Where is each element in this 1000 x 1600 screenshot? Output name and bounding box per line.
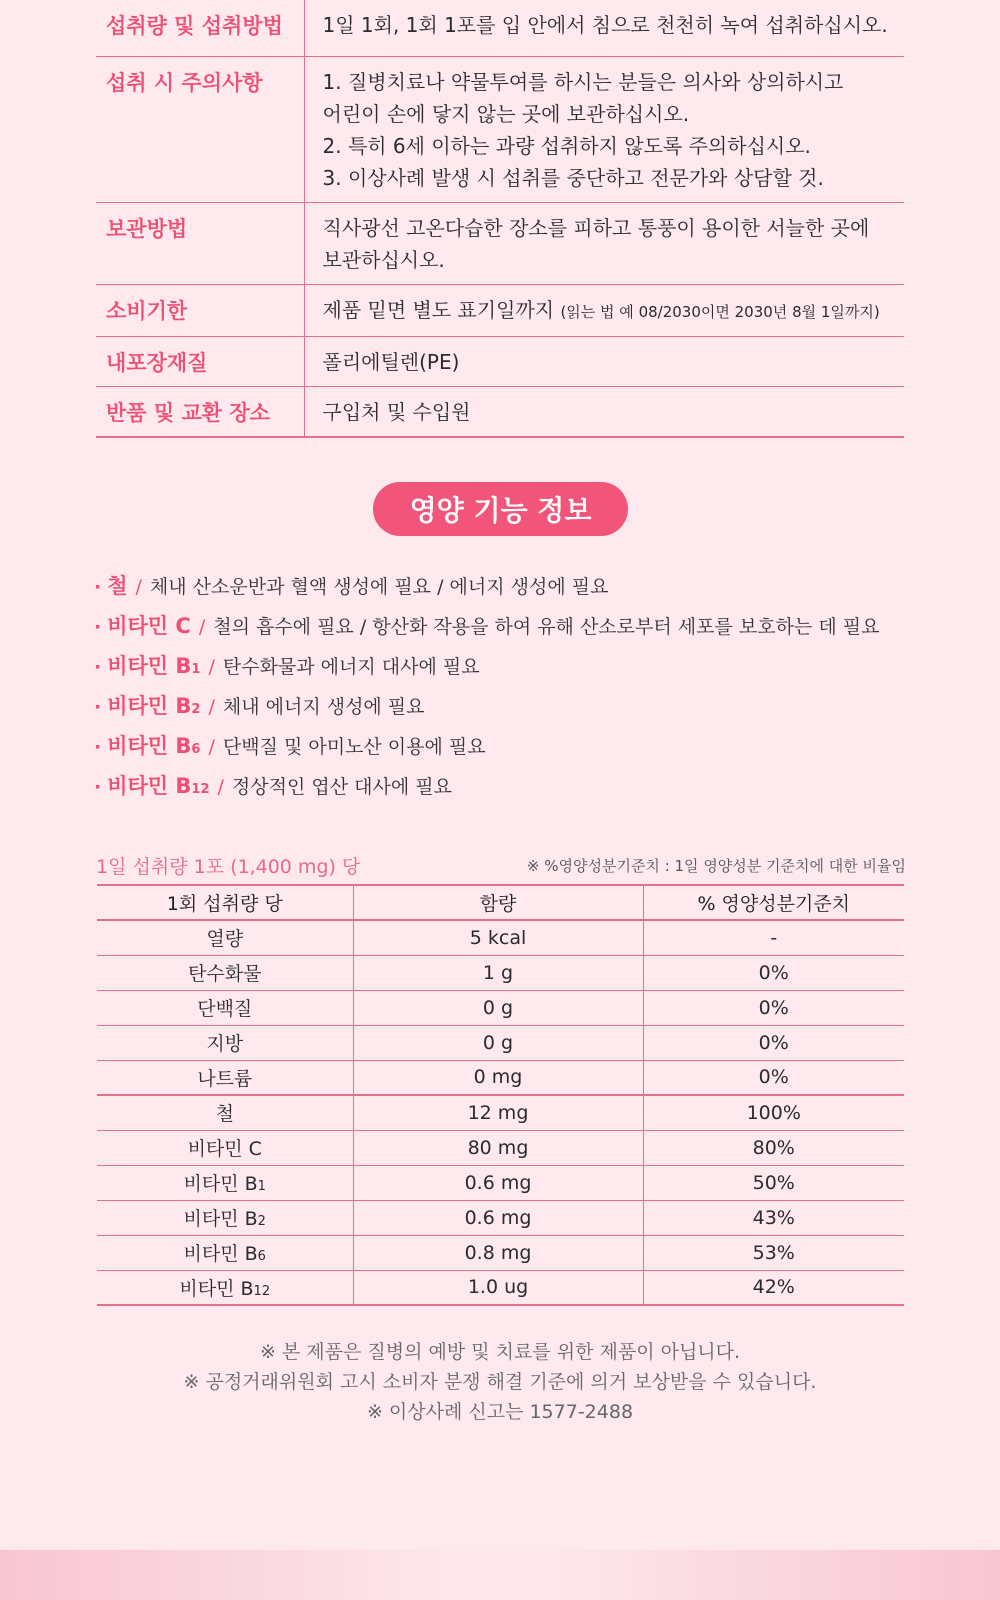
daily-value-cell: -: [643, 920, 904, 955]
disclaimer-line: ※ 공정거래위원회 고시 소비자 분쟁 해결 기준에 의거 보상받을 수 있습니다.: [183, 1371, 817, 1393]
nutrient-cell: 지방: [97, 1025, 353, 1060]
nutrient-cell: 비타민 B6: [97, 1235, 353, 1270]
nutrient-name: 비타민 B6: [107, 734, 201, 758]
info-row-packaging: [96, 336, 904, 386]
info-value: [304, 284, 904, 336]
info-line: 보관하십시오.: [322, 247, 445, 272]
nutrient-function: 체내 에너지 생성에 필요: [222, 696, 425, 718]
daily-value-note: ※ %영양성분기준치 : 1일 영양성분 기준치에 대한 비율임: [526, 857, 906, 875]
daily-value-cell: 43%: [643, 1200, 904, 1235]
nutrient-cell: 나트륨: [97, 1060, 353, 1095]
info-key: 보관방법: [96, 202, 304, 284]
info-row-intake: [96, 0, 904, 56]
list-item: [94, 606, 879, 646]
slash-divider: /: [217, 776, 224, 798]
info-value: 1일 1회, 1회 1포를 입 안에서 침으로 천천히 녹여 섭취하십시오.: [304, 0, 904, 56]
slash-divider: /: [135, 576, 142, 598]
amount-cell: 0.6 mg: [353, 1165, 643, 1200]
expiry-example: (읽는 법 예 08/2030이면 2030년 8월 1일까지): [560, 302, 880, 321]
nutrition-facts-table: [97, 884, 904, 1306]
nutrient-cell: 비타민 B2: [97, 1200, 353, 1235]
table-row: [97, 920, 904, 955]
slash-divider: /: [198, 616, 206, 638]
daily-value-cell: 0%: [643, 990, 904, 1025]
bullet-icon: ·: [94, 616, 102, 638]
nutrient-function: 체내 산소운반과 혈액 생성에 필요 / 에너지 생성에 필요: [149, 576, 609, 598]
nutrient-cell: 철: [97, 1095, 353, 1130]
table-row: [97, 990, 904, 1025]
info-value: 구입처 및 수입원: [304, 386, 904, 437]
info-key: 섭취량 및 섭취방법: [96, 0, 304, 56]
table-row: [97, 955, 904, 990]
nutrient-name: 비타민 B2: [107, 694, 201, 718]
table-row: [97, 1060, 904, 1095]
info-key: 소비기한: [96, 284, 304, 336]
column-header: 함량: [353, 885, 643, 920]
disclaimer-line: ※ 이상사례 신고는 1577-2488: [366, 1401, 634, 1423]
amount-cell: 1.0 ug: [353, 1270, 643, 1305]
info-key: 반품 및 교환 장소: [96, 386, 304, 437]
info-key: 섭취 시 주의사항: [96, 56, 304, 202]
slash-divider: /: [208, 736, 215, 758]
disclaimer-block: [0, 1337, 1000, 1427]
amount-cell: 0.6 mg: [353, 1200, 643, 1235]
table-row: [97, 1165, 904, 1200]
nutrient-cell: 비타민 B1: [97, 1165, 353, 1200]
nutrient-name: 철: [107, 574, 128, 598]
column-header: % 영양성분기준치: [643, 885, 904, 920]
table-row: [97, 1200, 904, 1235]
nutrient-cell: 탄수화물: [97, 955, 353, 990]
info-row-storage: [96, 202, 904, 284]
table-row: [97, 1025, 904, 1060]
expiry-text: 제품 밑면 별도 표기일까지: [322, 297, 555, 322]
amount-cell: 5 kcal: [353, 920, 643, 955]
table-row: [97, 1235, 904, 1270]
list-item: [94, 686, 879, 726]
amount-cell: 0 g: [353, 990, 643, 1025]
bullet-icon: ·: [94, 736, 102, 758]
nutrient-cell: 열량: [97, 920, 353, 955]
table-row: [97, 1130, 904, 1165]
nutrient-function: 탄수화물과 에너지 대사에 필요: [222, 656, 480, 678]
info-row-return: [96, 386, 904, 437]
info-value: 폴리에틸렌(PE): [304, 336, 904, 386]
amount-cell: 12 mg: [353, 1095, 643, 1130]
amount-cell: 1 g: [353, 955, 643, 990]
info-line: 3. 이상사례 발생 시 섭취를 중단하고 전문가와 상담할 것.: [322, 165, 824, 190]
nutrient-cell: 비타민 B12: [97, 1270, 353, 1305]
daily-value-cell: 0%: [643, 955, 904, 990]
daily-value-cell: 50%: [643, 1165, 904, 1200]
info-value: [304, 202, 904, 284]
table-row: [97, 1095, 904, 1130]
info-row-caution: [96, 56, 904, 202]
bullet-icon: ·: [94, 656, 102, 678]
bullet-icon: ·: [94, 576, 102, 598]
daily-value-cell: 0%: [643, 1025, 904, 1060]
nutrient-cell: 비타민 C: [97, 1130, 353, 1165]
nutrient-name: 비타민 B12: [107, 774, 210, 798]
amount-cell: 0.8 mg: [353, 1235, 643, 1270]
amount-cell: 80 mg: [353, 1130, 643, 1165]
info-value: [304, 56, 904, 202]
nutrient-function: 단백질 및 아미노산 이용에 필요: [222, 736, 486, 758]
daily-value-cell: 100%: [643, 1095, 904, 1130]
daily-value-cell: 0%: [643, 1060, 904, 1095]
disclaimer-line: ※ 본 제품은 질병의 예방 및 치료를 위한 제품이 아닙니다.: [259, 1341, 741, 1363]
nutrient-cell: 단백질: [97, 990, 353, 1025]
bullet-icon: ·: [94, 696, 102, 718]
list-item: [94, 646, 879, 686]
nutrient-function: 철의 흡수에 필요 / 항산화 작용을 하여 유해 산소로부터 세포를 보호하는 데 필요: [213, 616, 880, 638]
daily-value-cell: 42%: [643, 1270, 904, 1305]
product-info-table: [96, 0, 904, 438]
nutrient-name: 비타민 C: [107, 614, 191, 638]
amount-cell: 0 mg: [353, 1060, 643, 1095]
amount-cell: 0 g: [353, 1025, 643, 1060]
column-header: 1회 섭취량 당: [97, 885, 353, 920]
info-line: 2. 특히 6세 이하는 과량 섭취하지 않도록 주의하십시오.: [322, 133, 811, 158]
section-title-pill: 영양 기능 정보: [373, 482, 628, 536]
bottom-decor-band: [0, 1550, 1000, 1600]
slash-divider: /: [208, 656, 215, 678]
list-item: [94, 566, 879, 606]
info-line: 어린이 손에 닿지 않는 곳에 보관하십시오.: [322, 101, 690, 126]
list-item: [94, 726, 879, 766]
info-row-expiry: [96, 284, 904, 336]
daily-value-cell: 53%: [643, 1235, 904, 1270]
nutrient-function: 정상적인 엽산 대사에 필요: [231, 776, 452, 798]
nutrient-function-list: [94, 566, 879, 806]
nutrient-name: 비타민 B1: [107, 654, 201, 678]
info-line: 직사광선 고온다습한 장소를 피하고 통풍이 용이한 서늘한 곳에: [322, 215, 870, 240]
serving-size-note: 1일 섭취량 1포 (1,400 mg) 당: [96, 856, 361, 878]
slash-divider: /: [208, 696, 215, 718]
table-header-row: [97, 885, 904, 920]
info-line: 1. 질병치료나 약물투여를 하시는 분들은 의사와 상의하시고: [322, 69, 844, 94]
table-row: [97, 1270, 904, 1305]
bullet-icon: ·: [94, 776, 102, 798]
daily-value-cell: 80%: [643, 1130, 904, 1165]
info-key: 내포장재질: [96, 336, 304, 386]
list-item: [94, 766, 879, 806]
